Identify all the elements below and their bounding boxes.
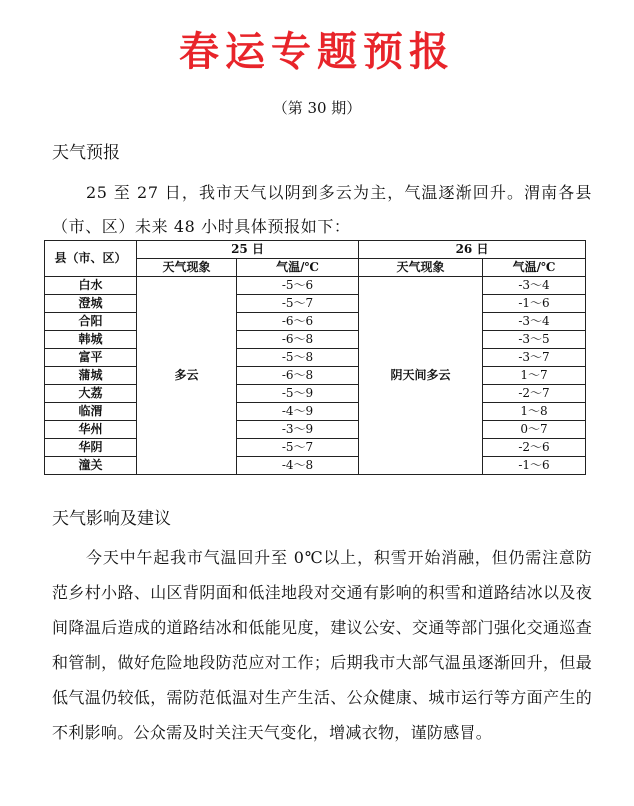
- county-cell: 澄城: [45, 295, 137, 313]
- day2-weather-cell: 阴天间多云: [359, 277, 483, 475]
- day2-temp-cell: 1～8: [483, 403, 586, 421]
- day2-temp-cell: -1～6: [483, 295, 586, 313]
- day2-temp-cell: 0～7: [483, 421, 586, 439]
- table-row: [45, 385, 586, 403]
- day1-temp-cell: -3～9: [237, 421, 359, 439]
- day1-temp-cell: -5～7: [237, 439, 359, 457]
- section-heading-advice: 天气影响及建议: [52, 509, 171, 529]
- day2-weather-header: 天气现象: [359, 259, 483, 277]
- day1-temp-cell: -5～8: [237, 349, 359, 367]
- day2-temp-cell: -3～5: [483, 331, 586, 349]
- table-row: [45, 457, 586, 475]
- county-header: 县（市、区）: [45, 241, 137, 277]
- county-cell: 合阳: [45, 313, 137, 331]
- day1-temp-cell: -5～6: [237, 277, 359, 295]
- day2-temp-cell: 1～7: [483, 367, 586, 385]
- day1-temp-cell: -6～8: [237, 367, 359, 385]
- table-row: [45, 295, 586, 313]
- county-cell: 韩城: [45, 331, 137, 349]
- table-header-row-days: [45, 241, 586, 259]
- county-cell: 大荔: [45, 385, 137, 403]
- table-row: [45, 349, 586, 367]
- county-cell: 华州: [45, 421, 137, 439]
- day1-temp-header: 气温/℃: [237, 259, 359, 277]
- day2-temp-cell: -1～6: [483, 457, 586, 475]
- day1-weather-header: 天气现象: [137, 259, 237, 277]
- forecast-table: [44, 240, 586, 475]
- day1-temp-cell: -6～6: [237, 313, 359, 331]
- county-cell: 临渭: [45, 403, 137, 421]
- table-row: [45, 277, 586, 295]
- day2-temp-cell: -3～4: [483, 277, 586, 295]
- day2-temp-cell: -3～7: [483, 349, 586, 367]
- county-cell: 白水: [45, 277, 137, 295]
- day2-temp-cell: -3～4: [483, 313, 586, 331]
- day2-header: 26 日: [359, 241, 586, 259]
- day1-temp-cell: -5～7: [237, 295, 359, 313]
- day2-temp-cell: -2～7: [483, 385, 586, 403]
- issue-number: （第 30 期）: [272, 99, 362, 117]
- county-cell: 潼关: [45, 457, 137, 475]
- day1-header: 25 日: [137, 241, 359, 259]
- document-title: 春运专题预报: [179, 29, 455, 75]
- day1-temp-cell: -4～9: [237, 403, 359, 421]
- county-cell: 华阴: [45, 439, 137, 457]
- day1-temp-cell: -5～9: [237, 385, 359, 403]
- day1-temp-cell: -6～8: [237, 331, 359, 349]
- forecast-paragraph: 25 至 27 日，我市天气以阴到多云为主，气温逐渐回升。渭南各县（市、区）未来 48 小时具体预报如下：: [52, 183, 592, 236]
- advice-paragraph: 今天中午起我市气温回升至 0℃以上，积雪开始消融，但仍需注意防范乡村小路、山区背阴面和低洼地段对交通有影响的积雪和道路结冰以及夜间降温后造成的道路结冰和低能见度，建议公安、交通等部门强化交通巡查和管制，做好危险地段防范应对工作；后期我市大部气温虽逐渐回升，但最低气温仍较低，需防范低温对生产生活、公众健康、城市运行等方面产生的不利影响。公众需及时关注天气变化，增减衣物，谨防感冒。: [52, 548, 592, 742]
- table-row: [45, 403, 586, 421]
- day1-weather-cell: 多云: [137, 277, 237, 475]
- day1-temp-cell: -4～8: [237, 457, 359, 475]
- table-row: [45, 421, 586, 439]
- table-row: [45, 367, 586, 385]
- section-heading-forecast: 天气预报: [52, 143, 120, 163]
- county-cell: 富平: [45, 349, 137, 367]
- county-cell: 蒲城: [45, 367, 137, 385]
- table-row: [45, 313, 586, 331]
- day2-temp-cell: -2～6: [483, 439, 586, 457]
- table-row: [45, 439, 586, 457]
- table-row: [45, 331, 586, 349]
- day2-temp-header: 气温/℃: [483, 259, 586, 277]
